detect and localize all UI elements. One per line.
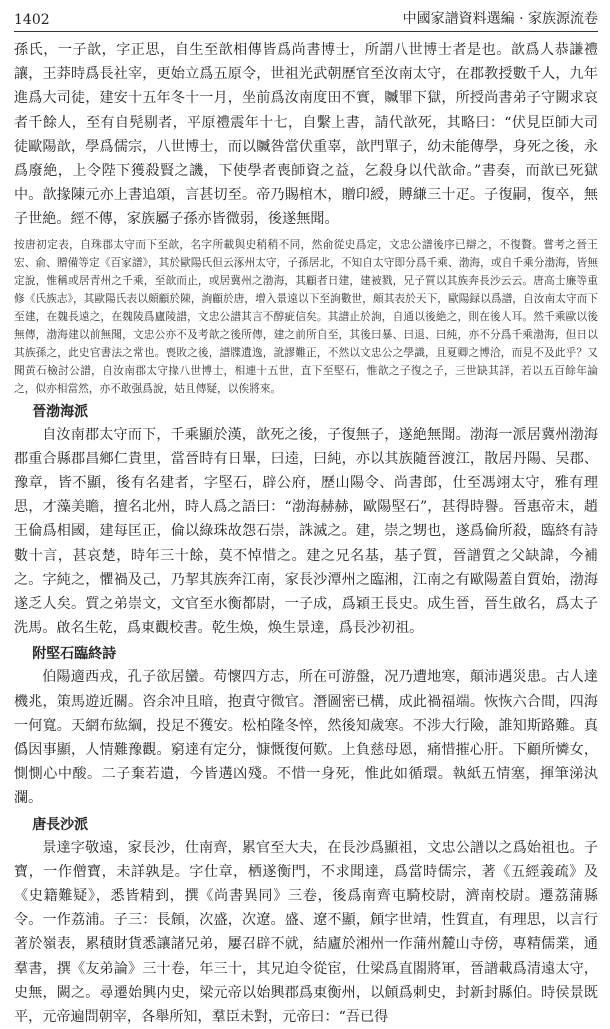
paragraph: 孫氏，一子歆，字正思，自生至歆相傳皆爲尚書博士，所謂八世博士者是也。歆爲人恭謙禮讓，王莽時爲長社宰，更始立爲五原令，世祖光武朝歷官至汝南太守，在郡教授數千人，九年進爲大司徒，建安十五年冬十一月，坐前爲汝南度田不實，贓罪下獄，所授尚書弟子守闕求哀者千餘人，至有自髡剔者，平原禮震年十七，自繫上書，請代歆死，其略曰：“伏見臣師大司徒歐陽歆，學爲儒宗，八世博士，而以贓咎當伏重辜，歆門單子，幼未能傳學，身死之後，永爲廢絶，上令陛下獲殺賢之譏，下使學者喪師資之益，乞殺身以代歆命。”書奏，而歆已死獄中。歆掾陳元亦上書追頌，言甚切至。帝乃賜棺木，贈印綬，賻縑三十疋。子復嗣，復卒，無子世絶。經不傳，家族屬子孫亦皆微弱，後遂無聞。 [14,42,598,228]
page-number: 1402 [14,12,50,28]
page-body [14,38,598,1029]
page-header [14,8,598,32]
section-title-changsha: 唐長沙派 [32,816,89,833]
annotation-note: 按唐初定表，自珠郡太守而下至歆，名字所載與史稍稍不同，然俞從史爲定，文忠公譜後序已辯之，不復贅。嘗考之晉王宏、俞、贈備等定《百家譜》，其於歐陽氏但云涿州太守，子孫居北，不知自太守即分爲千乘、渤海，或自千乘分渤海，皆無定說，惟稱或居青州之千乘，至歆而止，或居冀州之渤海，其顧者日建，建被戮，兄子質以其族奔長沙云云。唐高士廉等重修《氏族志》，其歐陽氏表以頗顧於陳，詢顧於唐，增入景遠以下至詢數世，頗其表於天下，歐陽録以爲譜，自汝南太守而下至建，在魏長遠之，在魏陵爲廬陵譜，文忠公譜其言不醇疵信矣。其譜止於詢，自通以後絶之，則在後人耳。然千乘歐以後無傳，渤海建以前無聞，文忠公亦不及考歆之後所傳，建之前所自至，其後曰暴、曰退、曰純，亦不分爲千乘渤海，但日以其族孫之，此史官書法之常也。喪敗之後，譜牒遺逸，訛謬難正，不然以文忠公之學識，且夏卿之博洽，而見不及此乎？又聞黄石檢討公譜，自汝南郡太守掾八世博士，相連十五世，直下至堅石，惟歆之子復之子，三世缺其詳，若以五百餘年論之，似亦相當然，亦不敢强爲說，姑且傳疑，以俟將來。 [14,237,598,395]
running-title: 中國家譜資料選編 · 家族源流卷 [402,11,598,27]
section-title-poem: 附堅石臨終詩 [32,646,117,663]
poem-text: 伯陽適西戎，孔子欲居蠻。苟懷四方志，所在可游盤，况乃遭地寒，顛沛遇災患。古人達機兆，策馬遊近關。咨余冲且暗，抱責守微官。潛圖密已構，成此禍福端。恢恢六合間，四海一何寬。天網布紘綱，投足不獲安。松柏隆冬悴，然後知歲寒。不涉大行險，誰知斯路難。真僞因事顯，人情難豫觀。窮達有定分，慷慨復何歎。上負慈母恩，痛惜摧心肝。下顧所憐女，惻惻心中酸。二子棄若遺，今皆遘凶殘。不惜一身死，惟此如循環。執紙五情塞，揮筆涕汍瀾。 [14,669,598,807]
section-title-bohai: 晉渤海派 [32,403,89,420]
paragraph: 景達字敬遠，家長沙，仕南齊，累官至大夫，在長沙爲顯祖，文忠公譜以之爲始祖也。子寶，一作僧寶，未詳孰是。字仕章，栖遂衡門，不求聞達，爲當時儒宗，著《五經義疏》及《史籍難疑》，悉皆精到，撰《尚書異同》三卷，後爲南齊屯騎校尉，濟南校尉。遷荔蒲縣令。一作荔浦。子三：長頠，次盛，次遼。盛、遼不顯，頠字世靖，性質直，有理思，以言行著於嶺表，累積財貨悉讓諸兄弟，屢召辟不就，結廬於湘州一作蒲州麓山寺傍，專精儒業，通羣書，撰《友弟論》三十卷，年三十，其兄迫令從宦，仕梁爲直閤將軍，晉譜載爲清遠太守，史無，闕之。尋遷始興内史，梁元帝以始興郡爲東衡州，以頠爲刺史，封新封縣伯。時侯景既平，元帝遍問朝宰，各舉所知，羣臣未對，元帝曰：“吾已得 [14,839,598,1026]
paragraph: 自汝南郡太守而下，千乘顯於漢，歆死之後，子復無子，遂絶無聞。渤海一派居冀州渤海郡重合縣郡昌鄉仁貴里，當晉時有日畢，曰逵，曰純，亦以其族隨晉渡江，散居丹陽、吴郡、豫章，皆不顯，後有名建者，字堅石，辟公府，歷山陽令、尚書郎，仕至馮翊太守，雅有理思，才藻美贍，擅名北州，時人爲之語曰：“渤海赫赫，歐陽堅石”，甚得時譽。晉惠帝末，趙王倫爲相國，建每匡正，倫以綠珠故怨石崇，誅滅之。建，崇之甥也，遂爲倫所殺，臨終有詩數十言，甚哀楚，時年三十餘，莫不悼惜之。建之兄名基，基子質，晉譜質之父缺諱，今補之。字純之，懼禍及己，乃挈其族奔江南，家長沙潭州之臨湘，江南之有歐陽蓋自質始，渤海遂乏人矣。質之弟崇文，文官至水衡都尉，一子成，爲穎王長史。成生晉，晉生啟名，爲太子洗馬。啟名生乾，爲東觀校書。乾生焕，焕生景達，爲長沙初祖。 [14,426,598,637]
